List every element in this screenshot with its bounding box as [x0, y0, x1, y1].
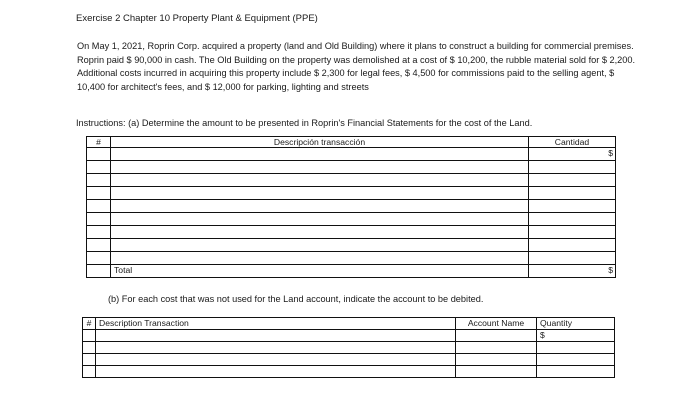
row-number-cell[interactable] [87, 226, 111, 239]
account-name-cell[interactable] [456, 330, 537, 342]
table-row[interactable] [83, 366, 615, 378]
instructions-part-a: Instructions: (a) Determine the amount to be presented in Roprin's Financial Statements for the cost of the Land. [76, 118, 533, 128]
table-row[interactable] [87, 252, 616, 265]
row-number-cell[interactable] [83, 342, 96, 354]
table-row[interactable] [87, 239, 616, 252]
land-cost-table [86, 136, 616, 278]
exercise-title: Exercise 2 Chapter 10 Property Plant & Equipment (PPE) [76, 13, 318, 24]
table-row[interactable] [83, 342, 615, 354]
quantity-cell[interactable]: $ [537, 330, 615, 342]
amount-cell[interactable] [529, 226, 616, 239]
description-cell[interactable] [111, 226, 529, 239]
table-header-row [87, 137, 616, 148]
description-cell[interactable] [111, 161, 529, 174]
amount-cell[interactable]: $ [529, 148, 616, 161]
amount-cell[interactable] [529, 213, 616, 226]
description-cell[interactable] [111, 148, 529, 161]
amount-cell[interactable] [529, 239, 616, 252]
description-cell[interactable] [111, 174, 529, 187]
description-cell[interactable] [96, 366, 456, 378]
amount-cell[interactable] [529, 252, 616, 265]
table-header-row [83, 318, 615, 330]
row-number-cell[interactable] [87, 239, 111, 252]
table-row[interactable] [87, 226, 616, 239]
row-number-cell[interactable] [83, 354, 96, 366]
description-cell[interactable] [111, 200, 529, 213]
column-header-quantity: Quantity [537, 318, 615, 330]
table-row[interactable] [83, 330, 615, 342]
table-row[interactable] [87, 148, 616, 161]
instructions-part-b: (b) For each cost that was not used for the Land account, indicate the account to be debited. [108, 294, 484, 304]
description-cell[interactable] [96, 354, 456, 366]
table-row[interactable] [87, 213, 616, 226]
total-amount-cell[interactable]: $ [529, 265, 616, 278]
table-row[interactable] [87, 161, 616, 174]
description-cell[interactable] [111, 213, 529, 226]
row-number-cell[interactable] [87, 148, 111, 161]
row-number-cell[interactable] [87, 187, 111, 200]
amount-cell[interactable] [529, 174, 616, 187]
account-name-cell[interactable] [456, 354, 537, 366]
column-header-number: # [83, 318, 96, 330]
description-cell[interactable] [111, 252, 529, 265]
account-name-cell[interactable] [456, 366, 537, 378]
column-header-account-name: Account Name [456, 318, 537, 330]
row-number-cell[interactable] [87, 174, 111, 187]
table-row[interactable] [87, 174, 616, 187]
column-header-description: Description Transaction [96, 318, 456, 330]
quantity-cell[interactable] [537, 366, 615, 378]
description-cell[interactable] [111, 187, 529, 200]
amount-cell[interactable] [529, 200, 616, 213]
table-row[interactable] [83, 354, 615, 366]
description-cell[interactable] [96, 330, 456, 342]
table-row[interactable] [87, 200, 616, 213]
row-number-cell[interactable] [87, 200, 111, 213]
account-name-cell[interactable] [456, 342, 537, 354]
table-row[interactable] [87, 187, 616, 200]
description-cell[interactable] [111, 239, 529, 252]
column-header-amount: Cantidad [529, 137, 616, 148]
row-number-cell[interactable] [83, 366, 96, 378]
column-header-number: # [87, 137, 111, 148]
column-header-description: Descripción transacción [111, 137, 529, 148]
total-row-number-cell [87, 265, 111, 278]
problem-statement: On May 1, 2021, Roprin Corp. acquired a property (land and Old Building) where it plans to construct a building for commercial premises. Roprin paid $ 90,000 in cash. The Old Building on the property was demolished at a cost of $ 10,200, the rubble material sold for $ 2,200. Additional costs incurred in acquiring this property include $ 2,300 for legal fees, $ 4,500 for commissions paid to the selling agent, $ 10,400 for architect's fees, and $ 12,000 for parking, lighting and streets [77, 41, 636, 92]
quantity-cell[interactable] [537, 354, 615, 366]
row-number-cell[interactable] [83, 330, 96, 342]
other-accounts-table [82, 317, 615, 378]
total-row[interactable] [87, 265, 616, 278]
total-label: Total [111, 265, 529, 278]
row-number-cell[interactable] [87, 252, 111, 265]
amount-cell[interactable] [529, 161, 616, 174]
amount-cell[interactable] [529, 187, 616, 200]
description-cell[interactable] [96, 342, 456, 354]
row-number-cell[interactable] [87, 161, 111, 174]
quantity-cell[interactable] [537, 342, 615, 354]
row-number-cell[interactable] [87, 213, 111, 226]
